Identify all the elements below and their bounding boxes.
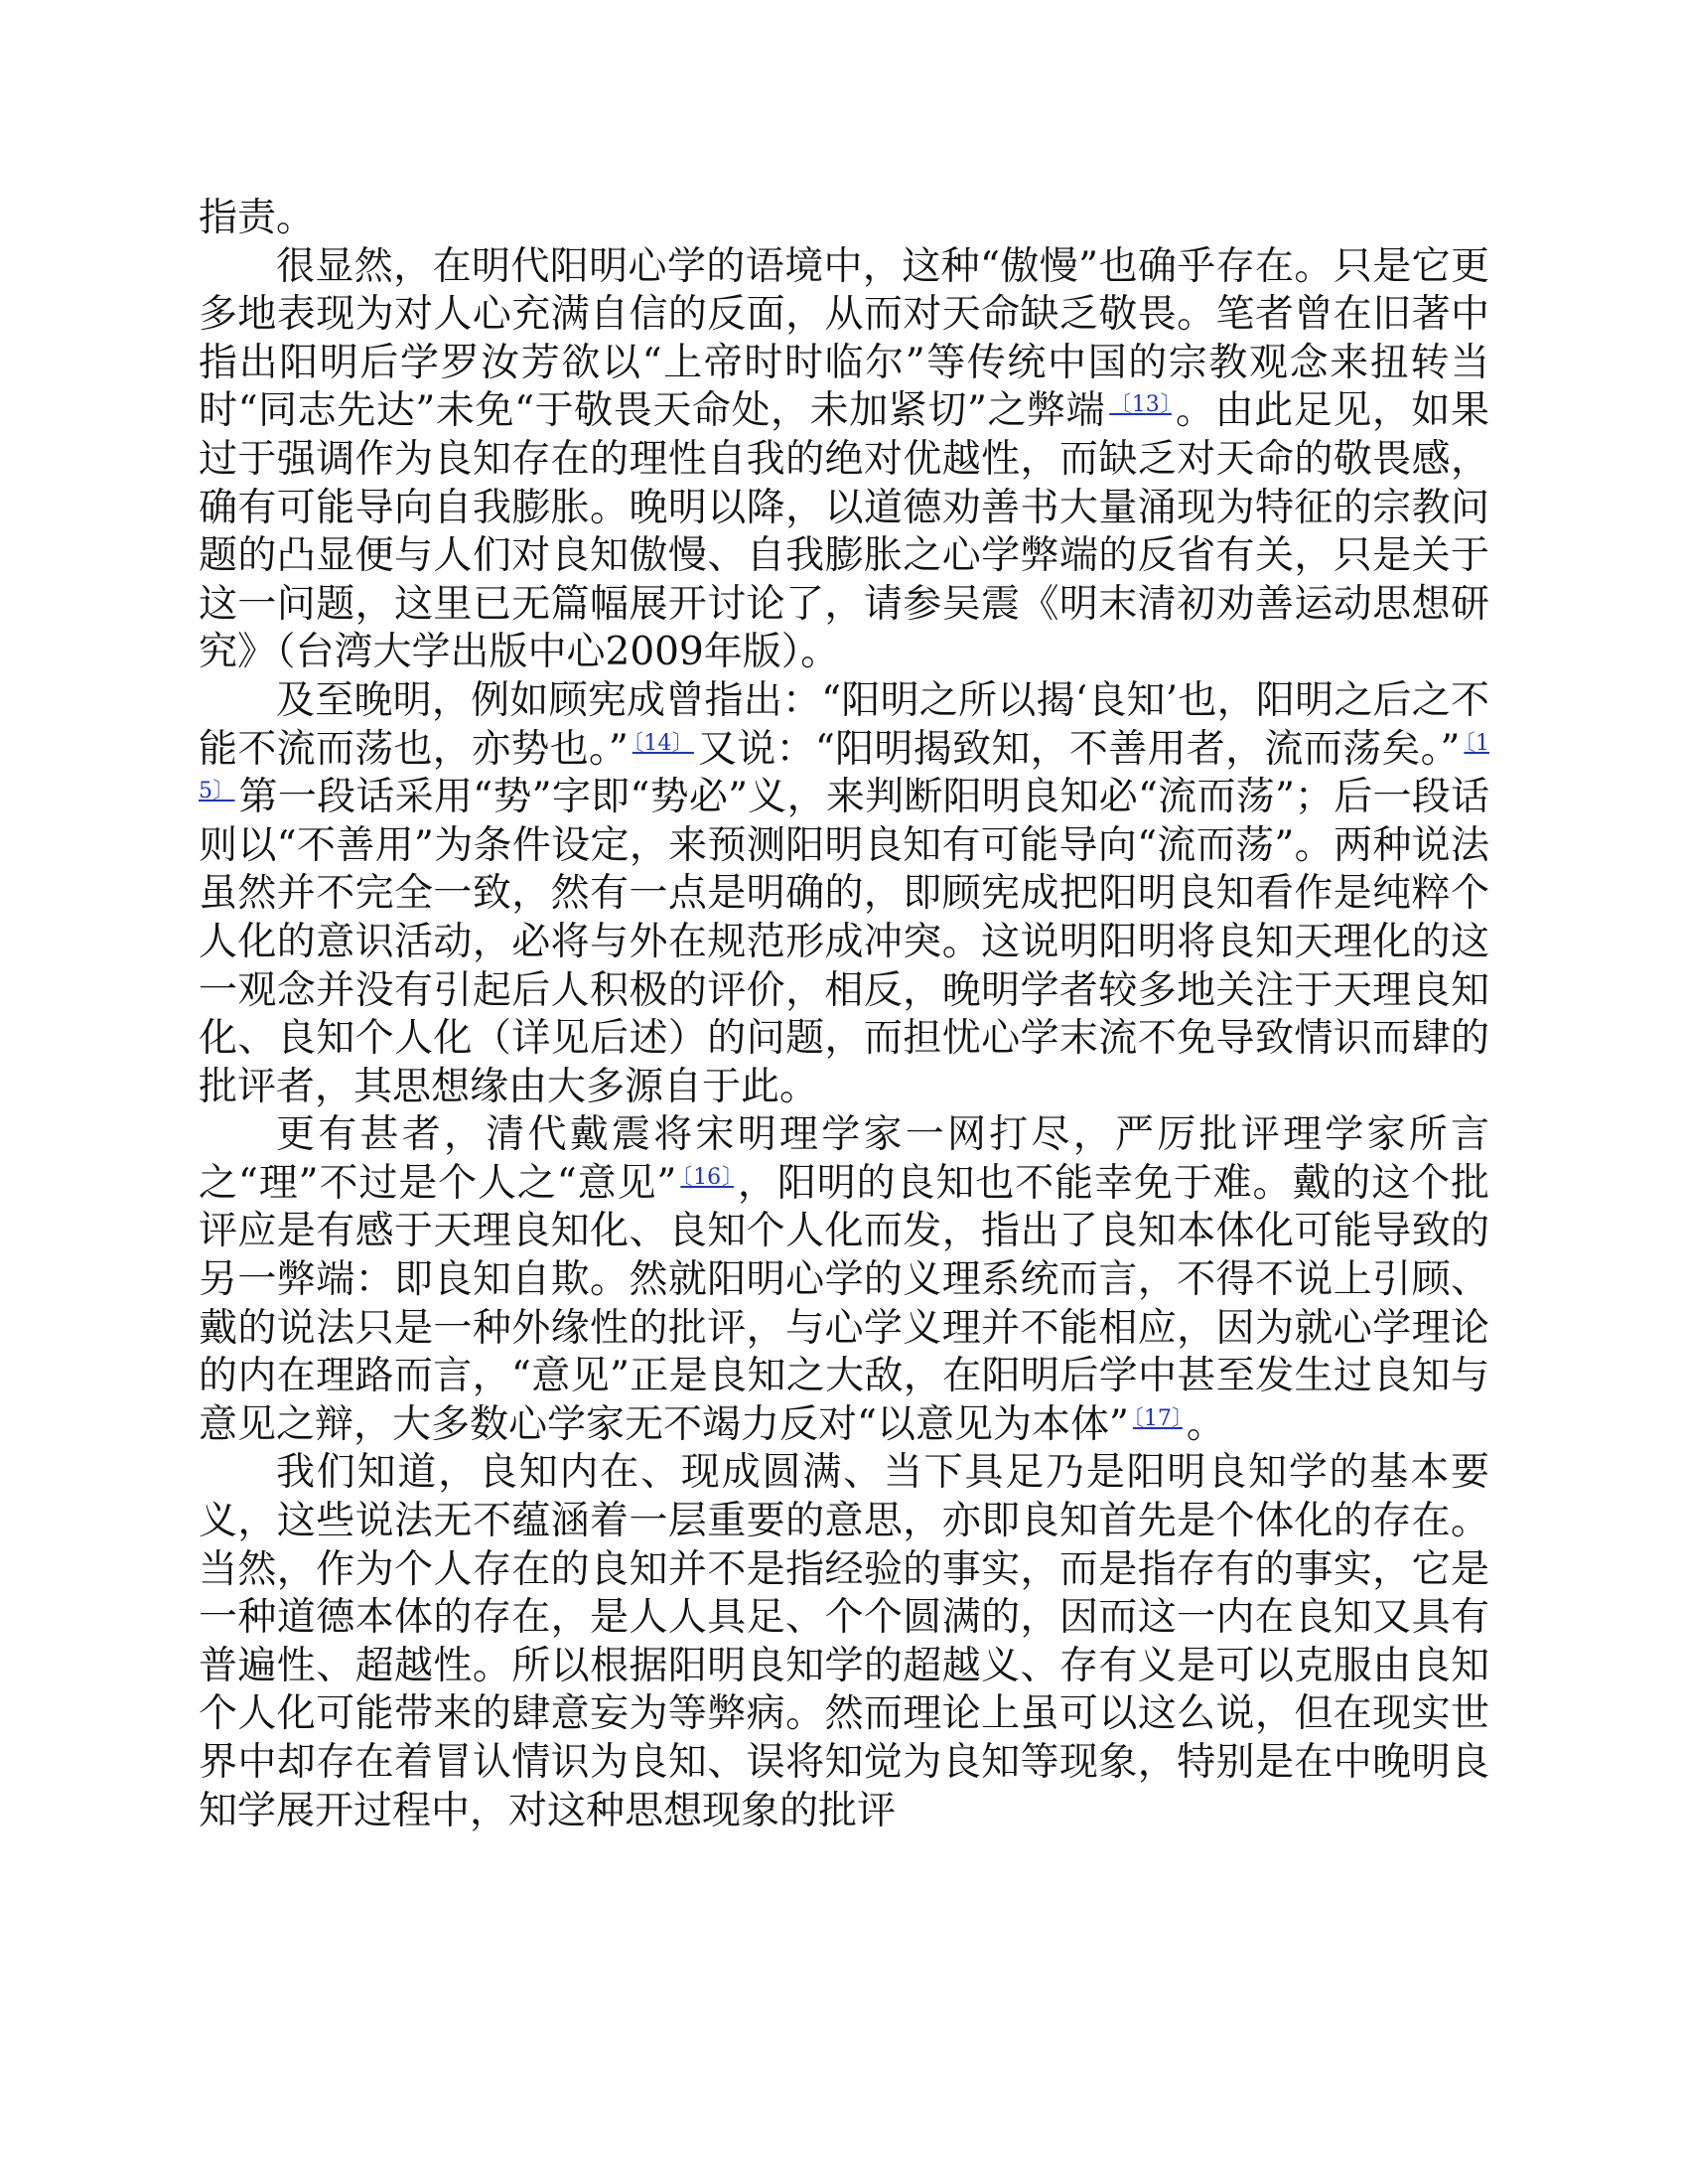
text-span: 。由此足见，如果过于强调作为良知存在的理性自我的绝对优越性，而缺乏对天命的敬畏感，确有可能导向自我膨胀。晚明以降，以道德劝善书大量涌现为特征的宗教问题的凸显便与人们对良知傲慢、自我膨胀之心学弊端的反省有关，只是关于这一问题，这里已无篇幅展开讨论了，请参吴震《明末清初劝善运动思想研究》（台湾大学出版中心2009年版）。 [199,388,1489,675]
text-span: 。 [1186,1401,1225,1447]
paragraph-3 [199,1111,1489,1449]
text-span: 很显然，在明代阳明心学的语境中，这种“傲慢”也确乎存在。只是它更多地表现为对人心充满自信的反面，从而对天命缺乏敬畏。笔者曾在旧著中指出阳明后学罗汝芳欲以“上帝时时临尔”等传统中国的宗教观念来扭转当时“同志先达”未免“于敬畏天命处，未加紧切”之弊端 [199,243,1489,434]
text-span: 更有甚者，清代戴震将宋明理学家一网打尽，严厉批评理学家所言之“理”不过是个人之“意见” [199,1112,1489,1206]
paragraph-4 [199,1449,1489,1835]
text-span: 指责。 [199,196,316,240]
paragraph-2 [199,677,1489,1111]
text-span: 第一段话采用“势”字即“势必”义，来判断阳明良知必“流而荡”；后一段话则以“不善用”为条件设定，来预测阳明良知有可能导向“流而荡”。两种说法虽然并不完全一致，然有一点是明确的，即顾宪成把阳明良知看作是纯粹个人化的意识活动，必将与外在规范形成冲突。这说明阳明将良知天理化的这一观念并没有引起后人积极的评价，相反，晚明学者较多地关注于天理良知化、良知个人化（详见后述）的问题，而担忧心学末流不免导致情识而肆的批评者，其思想缘由大多源自于此。 [199,775,1490,1109]
footnote-link-17[interactable]: 〔17〕 [1132,1405,1183,1431]
footnote-link-16[interactable]: 〔16〕 [680,1164,734,1190]
footnote-link-13[interactable]: 〔13〕 [1109,392,1172,418]
footnote-link-15[interactable]: 〔15〕 [199,730,1489,804]
paragraph-0 [199,195,1489,243]
paragraph-1 [199,243,1489,677]
text-span: 又说：“阳明揭致知，不善用者，流而荡矣。” [697,726,1461,772]
text-span: 及至晚明，例如顾宪成曾指出：“阳明之所以揭‘良知’也，阳明之后之不能不流而荡也，亦势也。” [199,677,1489,772]
text-span: ，阳明的良知也不能幸免于难。戴的这个批评应是有感于天理良知化、良知个人化而发，指出了良知本体化可能导致的另一弊端：即良知自欺。然就阳明心学的义理系统而言，不得不说上引顾、戴的说法只是一种外缘性的批评，与心学义理并不能相应，因为就心学理论的内在理路而言，“意见”正是良知之大敌，在阳明后学中甚至发生过良知与意见之辩，大多数心学家无不竭力反对“以意见为本体” [199,1160,1489,1447]
document-page [199,195,1489,1835]
footnote-link-14[interactable]: 〔14〕 [632,730,694,756]
text-span: 我们知道，良知内在、现成圆满、当下具足乃是阳明良知学的基本要义，这些说法无不蕴涵着一层重要的意思，亦即良知首先是个体化的存在。当然，作为个人存在的良知并不是指经验的事实，而是指存有的事实，它是一种道德本体的存在，是人人具足、个个圆满的，因而这一内在良知又具有普遍性、超越性。所以根据阳明良知学的超越义、存有义是可以克服由良知个人化可能带来的肆意妄为等弊病。然而理论上虽可以这么说，但在现实世界中却存在着冒认情识为良知、误将知觉为良知等现象，特别是在中晚明良知学展开过程中，对这种思想现象的批评 [199,1450,1489,1833]
